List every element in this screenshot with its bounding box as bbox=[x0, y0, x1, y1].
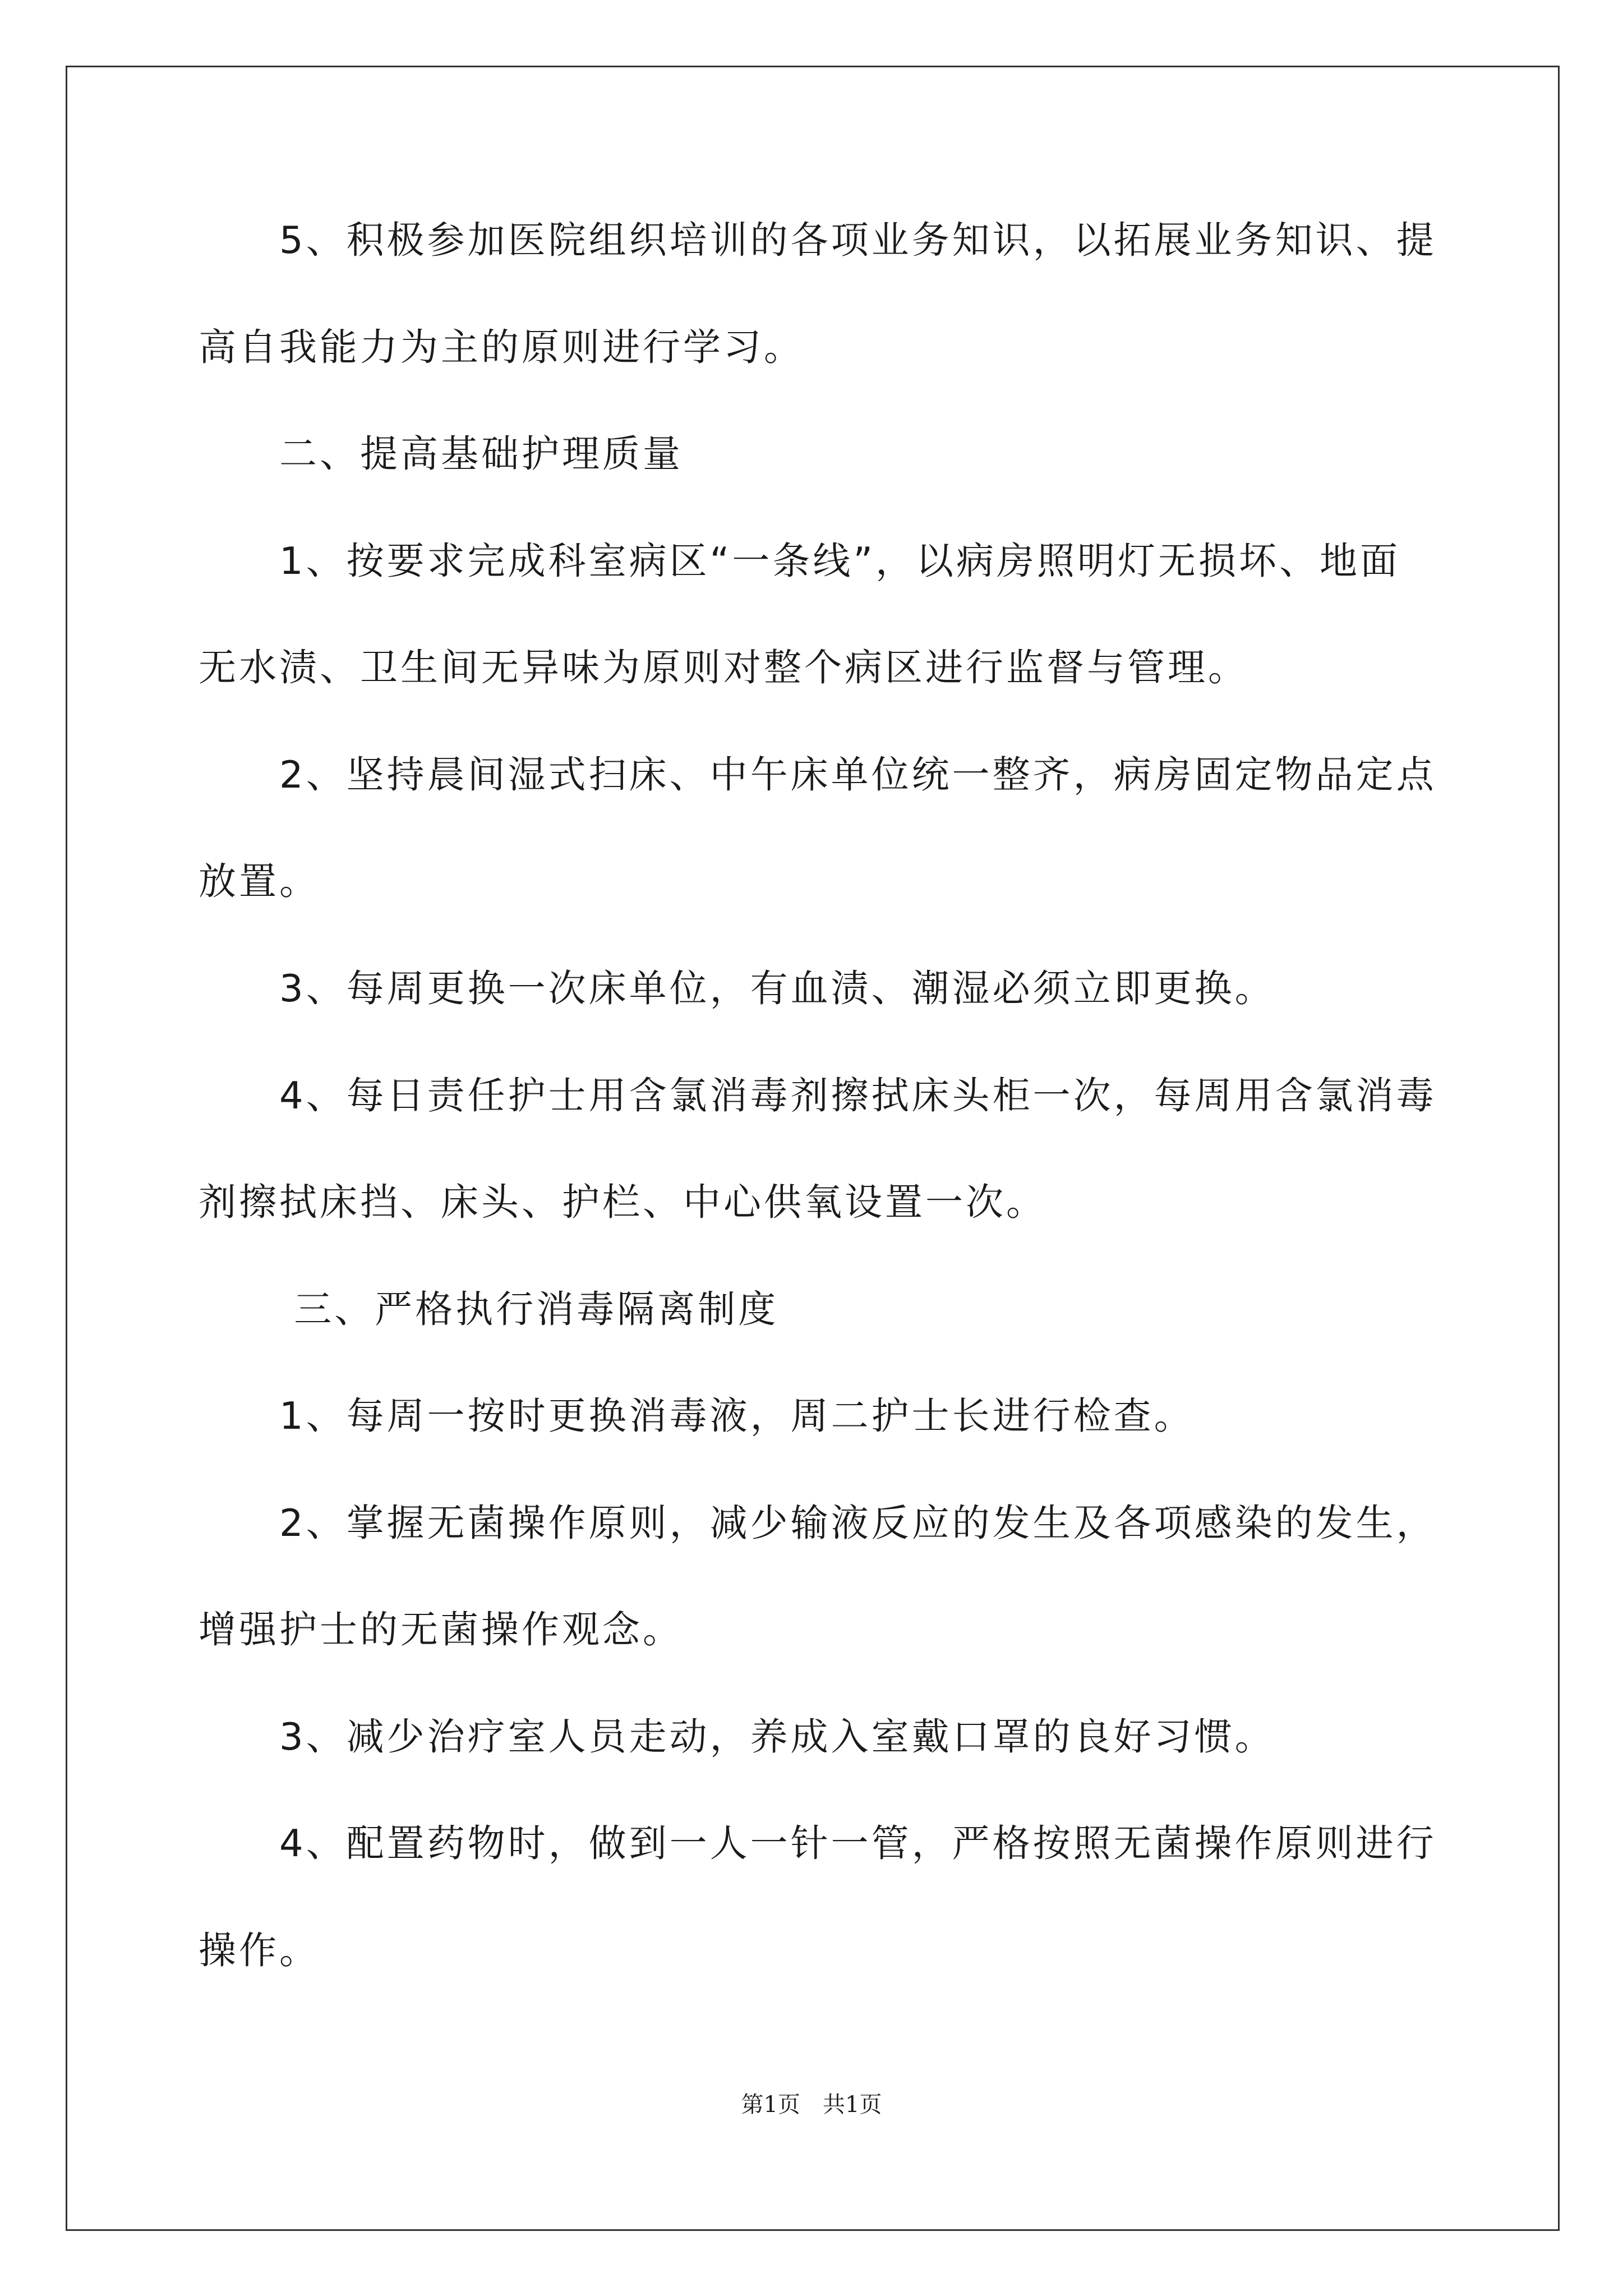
text-line: 剂擦拭床挡、床头、护栏、中心供氧设置一次。 bbox=[199, 1180, 1046, 1224]
text-line: 1、按要求完成科室病区“一条线”，以病房照明灯无损坏、地面 bbox=[199, 539, 1401, 583]
text-line: 无水渍、卫生间无异味为原则对整个病区进行监督与管理。 bbox=[199, 646, 1248, 689]
text-line: 2、坚持晨间湿式扫床、中午床单位统一整齐，病房固定物品定点 bbox=[199, 753, 1437, 797]
text-line: 高自我能力为主的原则进行学习。 bbox=[199, 325, 804, 369]
text-line: 3、减少治疗室人员走动，养成入室戴口罩的良好习惯。 bbox=[199, 1715, 1275, 1759]
section-heading: 二、提高基础护理质量 bbox=[199, 432, 683, 476]
page-footer bbox=[0, 2088, 1623, 2122]
page-total: 共1页 bbox=[823, 2092, 882, 2118]
text-line: 4、每日责任护士用含氯消毒剂擦拭床头柜一次，每周用含氯消毒 bbox=[199, 1074, 1437, 1117]
text-line: 增强护士的无菌操作观念。 bbox=[199, 1608, 683, 1651]
text-line: 放置。 bbox=[199, 859, 320, 903]
text-line: 2、掌握无菌操作原则，减少输液反应的发生及各项感染的发生， bbox=[199, 1501, 1437, 1545]
text-line: 1、每周一按时更换消毒液，周二护士长进行检查。 bbox=[199, 1394, 1195, 1438]
text-line: 3、每周更换一次床单位，有血渍、潮湿必须立即更换。 bbox=[199, 967, 1275, 1010]
page-border bbox=[66, 66, 1560, 2231]
text-line: 4、配置药物时，做到一人一针一管，严格按照无菌操作原则进行 bbox=[199, 1821, 1437, 1865]
page-number: 第1页 bbox=[741, 2092, 800, 2118]
section-heading: 三、严格执行消毒隔离制度 bbox=[199, 1287, 779, 1331]
text-line: 操作。 bbox=[199, 1929, 320, 1972]
text-line: 5、积极参加医院组织培训的各项业务知识，以拓展业务知识、提 bbox=[199, 218, 1437, 262]
